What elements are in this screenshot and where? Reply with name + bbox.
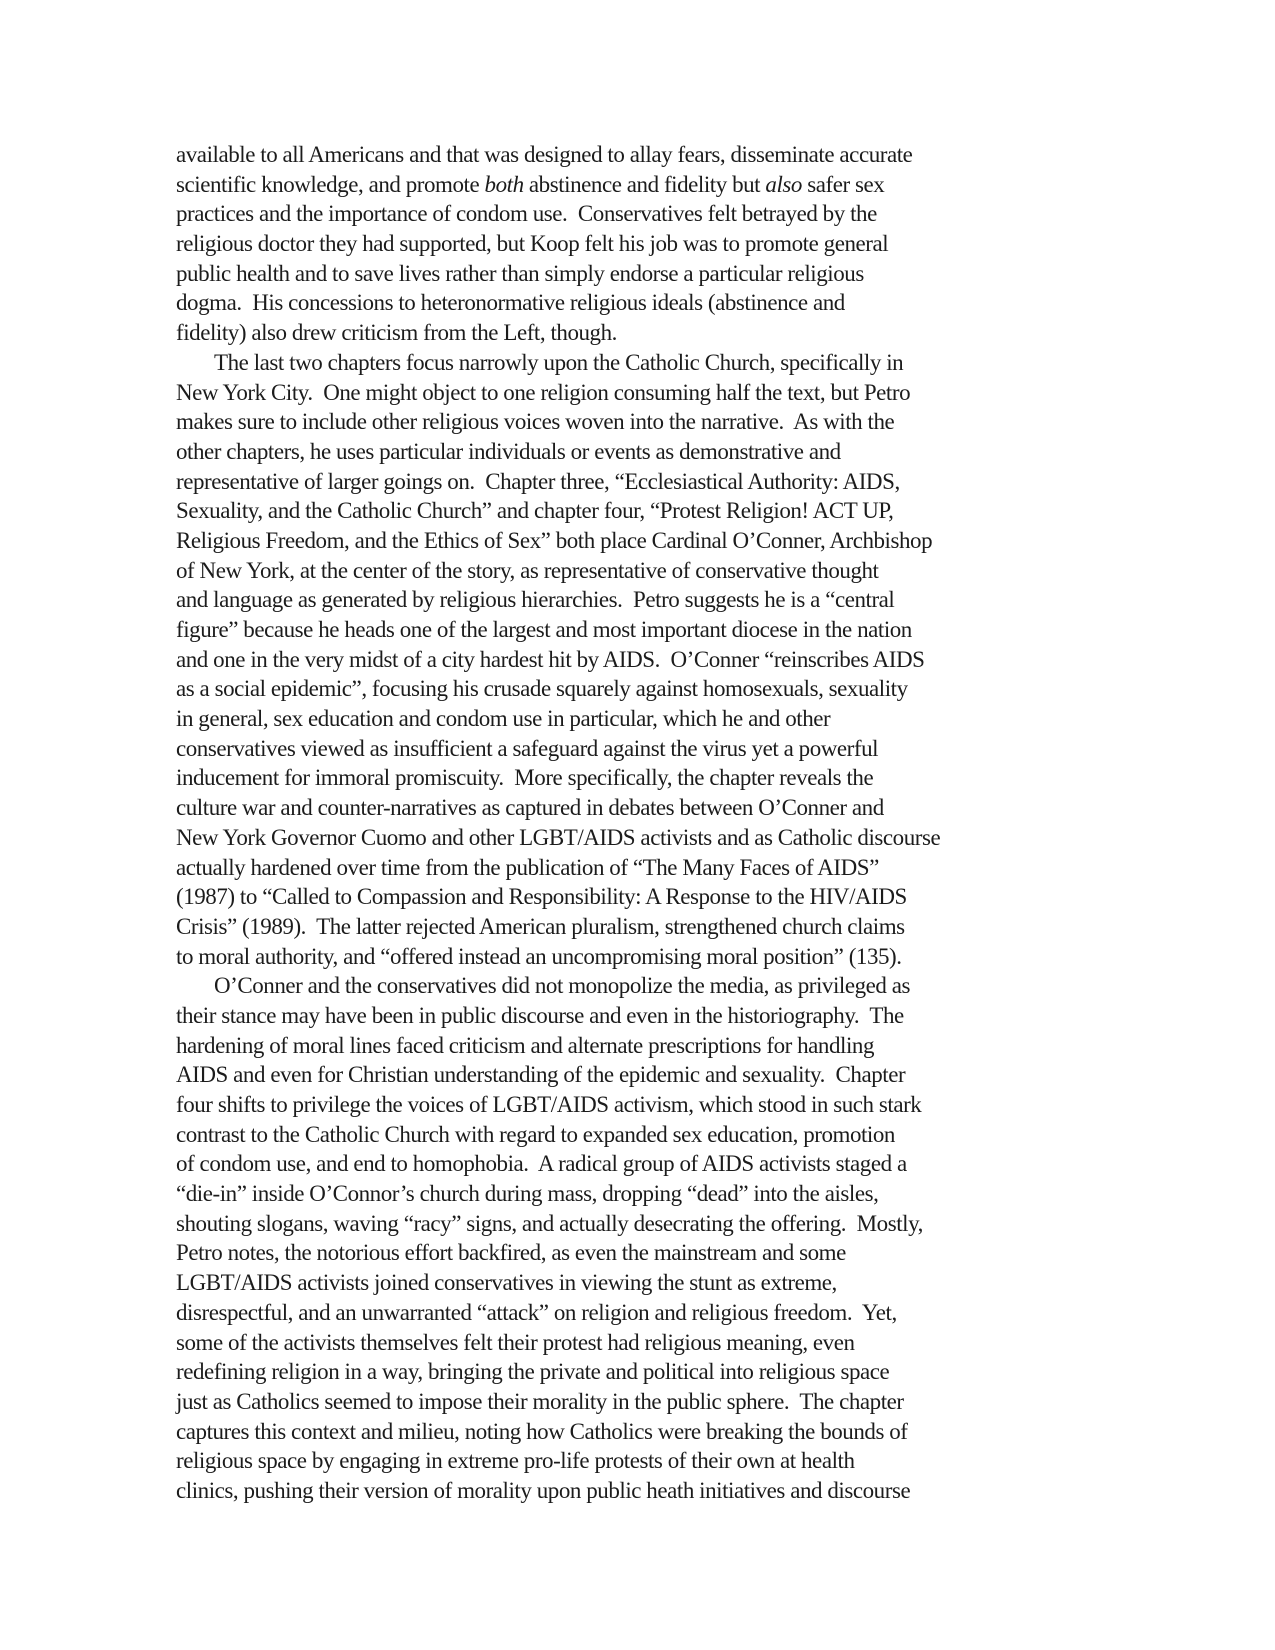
- text-line: redefining religion in a way, bringing the private and political into religious space: [176, 1359, 890, 1385]
- text-line: disrespectful, and an unwarranted “attack” on religion and religious freedom. Yet,: [176, 1299, 897, 1325]
- text-line: Crisis” (1989). The latter rejected American pluralism, strengthened church claims: [176, 913, 905, 939]
- text-line: Religious Freedom, and the Ethics of Sex” both place Cardinal O’Conner, Archbishop: [176, 527, 933, 553]
- italic-text: also: [765, 171, 802, 197]
- text-line: Petro notes, the notorious effort backfired, as even the mainstream and some: [176, 1240, 846, 1266]
- text-line: representative of larger goings on. Chapter three, “Ecclesiastical Authority: AIDS,: [176, 468, 900, 494]
- paragraph: [176, 971, 1076, 1505]
- text-line: dogma. His concessions to heteronormative religious ideals (abstinence and: [176, 290, 845, 316]
- text-line: AIDS and even for Christian understanding of the epidemic and sexuality. Chapter: [176, 1062, 906, 1088]
- text-line: culture war and counter-narratives as captured in debates between O’Conner and: [176, 795, 884, 821]
- text-line: conservatives viewed as insufficient a safeguard against the virus yet a powerful: [176, 735, 879, 761]
- text-line: available to all Americans and that was designed to allay fears, disseminate accurate: [176, 142, 913, 167]
- text-line: religious space by engaging in extreme pro-life protests of their own at health: [176, 1448, 855, 1474]
- text-line: of New York, at the center of the story, as representative of conservative thought: [176, 557, 879, 583]
- text-line: The last two chapters focus narrowly upon the Catholic Church, specifically in: [214, 349, 904, 375]
- text-line: Sexuality, and the Catholic Church” and chapter four, “Protest Religion! ACT UP,: [176, 498, 894, 524]
- text-line: their stance may have been in public discourse and even in the historiography. The: [176, 1002, 904, 1028]
- document-body: [176, 140, 1076, 1506]
- text-line: O’Conner and the conservatives did not monopolize the media, as privileged as: [214, 973, 911, 999]
- text-line: and language as generated by religious hierarchies. Petro suggests he is a “central: [176, 587, 895, 613]
- text-line: “die-in” inside O’Connor’s church during mass, dropping “dead” into the aisles,: [176, 1181, 879, 1207]
- text-line: fidelity) also drew criticism from the Left, though.: [176, 320, 617, 346]
- text-line: as a social epidemic”, focusing his crusade squarely against homosexuals, sexuality: [176, 676, 908, 702]
- paragraph: [176, 348, 1076, 971]
- text-line: practices and the importance of condom use. Conservatives felt betrayed by the: [176, 201, 877, 227]
- italic-text: both: [484, 171, 524, 197]
- text-line: in general, sex education and condom use in particular, which he and other: [176, 706, 831, 732]
- text-line: inducement for immoral promiscuity. More specifically, the chapter reveals the: [176, 765, 874, 791]
- text-line: public health and to save lives rather than simply endorse a particular religious: [176, 260, 864, 286]
- text-line: figure” because he heads one of the largest and most important diocese in the nation: [176, 617, 912, 642]
- text-line: clinics, pushing their version of morality upon public heath initiatives and discourse: [176, 1477, 911, 1503]
- text-line: contrast to the Catholic Church with regard to expanded sex education, promotion: [176, 1121, 895, 1147]
- text-line: New York City. One might object to one religion consuming half the text, but Petro: [176, 379, 911, 405]
- text-line: makes sure to include other religious voices woven into the narrative. As with the: [176, 409, 895, 435]
- text-line: some of the activists themselves felt their protest had religious meaning, even: [176, 1329, 855, 1355]
- text-line: to moral authority, and “offered instead an uncompromising moral position” (135).: [176, 943, 902, 969]
- text-line: four shifts to privilege the voices of LGBT/AIDS activism, which stood in such stark: [176, 1092, 922, 1117]
- text-line: religious doctor they had supported, but Koop felt his job was to promote general: [176, 231, 889, 257]
- text-line: and one in the very midst of a city hardest hit by AIDS. O’Conner “reinscribes AIDS: [176, 646, 925, 672]
- text-line: hardening of moral lines faced criticism and alternate prescriptions for handling: [176, 1032, 875, 1058]
- text-line: just as Catholics seemed to impose their morality in the public sphere. The chapter: [176, 1388, 904, 1414]
- text-line: scientific knowledge, and promote both abstinence and fidelity but also safer sex: [176, 171, 885, 197]
- text-line: of condom use, and end to homophobia. A radical group of AIDS activists staged a: [176, 1151, 907, 1177]
- text-line: other chapters, he uses particular individuals or events as demonstrative and: [176, 438, 841, 464]
- paragraph: [176, 140, 1076, 348]
- text-line: captures this context and milieu, noting how Catholics were breaking the bounds of: [176, 1418, 908, 1444]
- text-line: LGBT/AIDS activists joined conservatives in viewing the stunt as extreme,: [176, 1270, 837, 1296]
- text-line: (1987) to “Called to Compassion and Responsibility: A Response to the HIV/AIDS: [176, 884, 907, 910]
- text-line: actually hardened over time from the publication of “The Many Faces of AIDS”: [176, 854, 879, 880]
- text-line: New York Governor Cuomo and other LGBT/AIDS activists and as Catholic discourse: [176, 824, 941, 850]
- text-line: shouting slogans, waving “racy” signs, and actually desecrating the offering. Mostly,: [176, 1210, 923, 1236]
